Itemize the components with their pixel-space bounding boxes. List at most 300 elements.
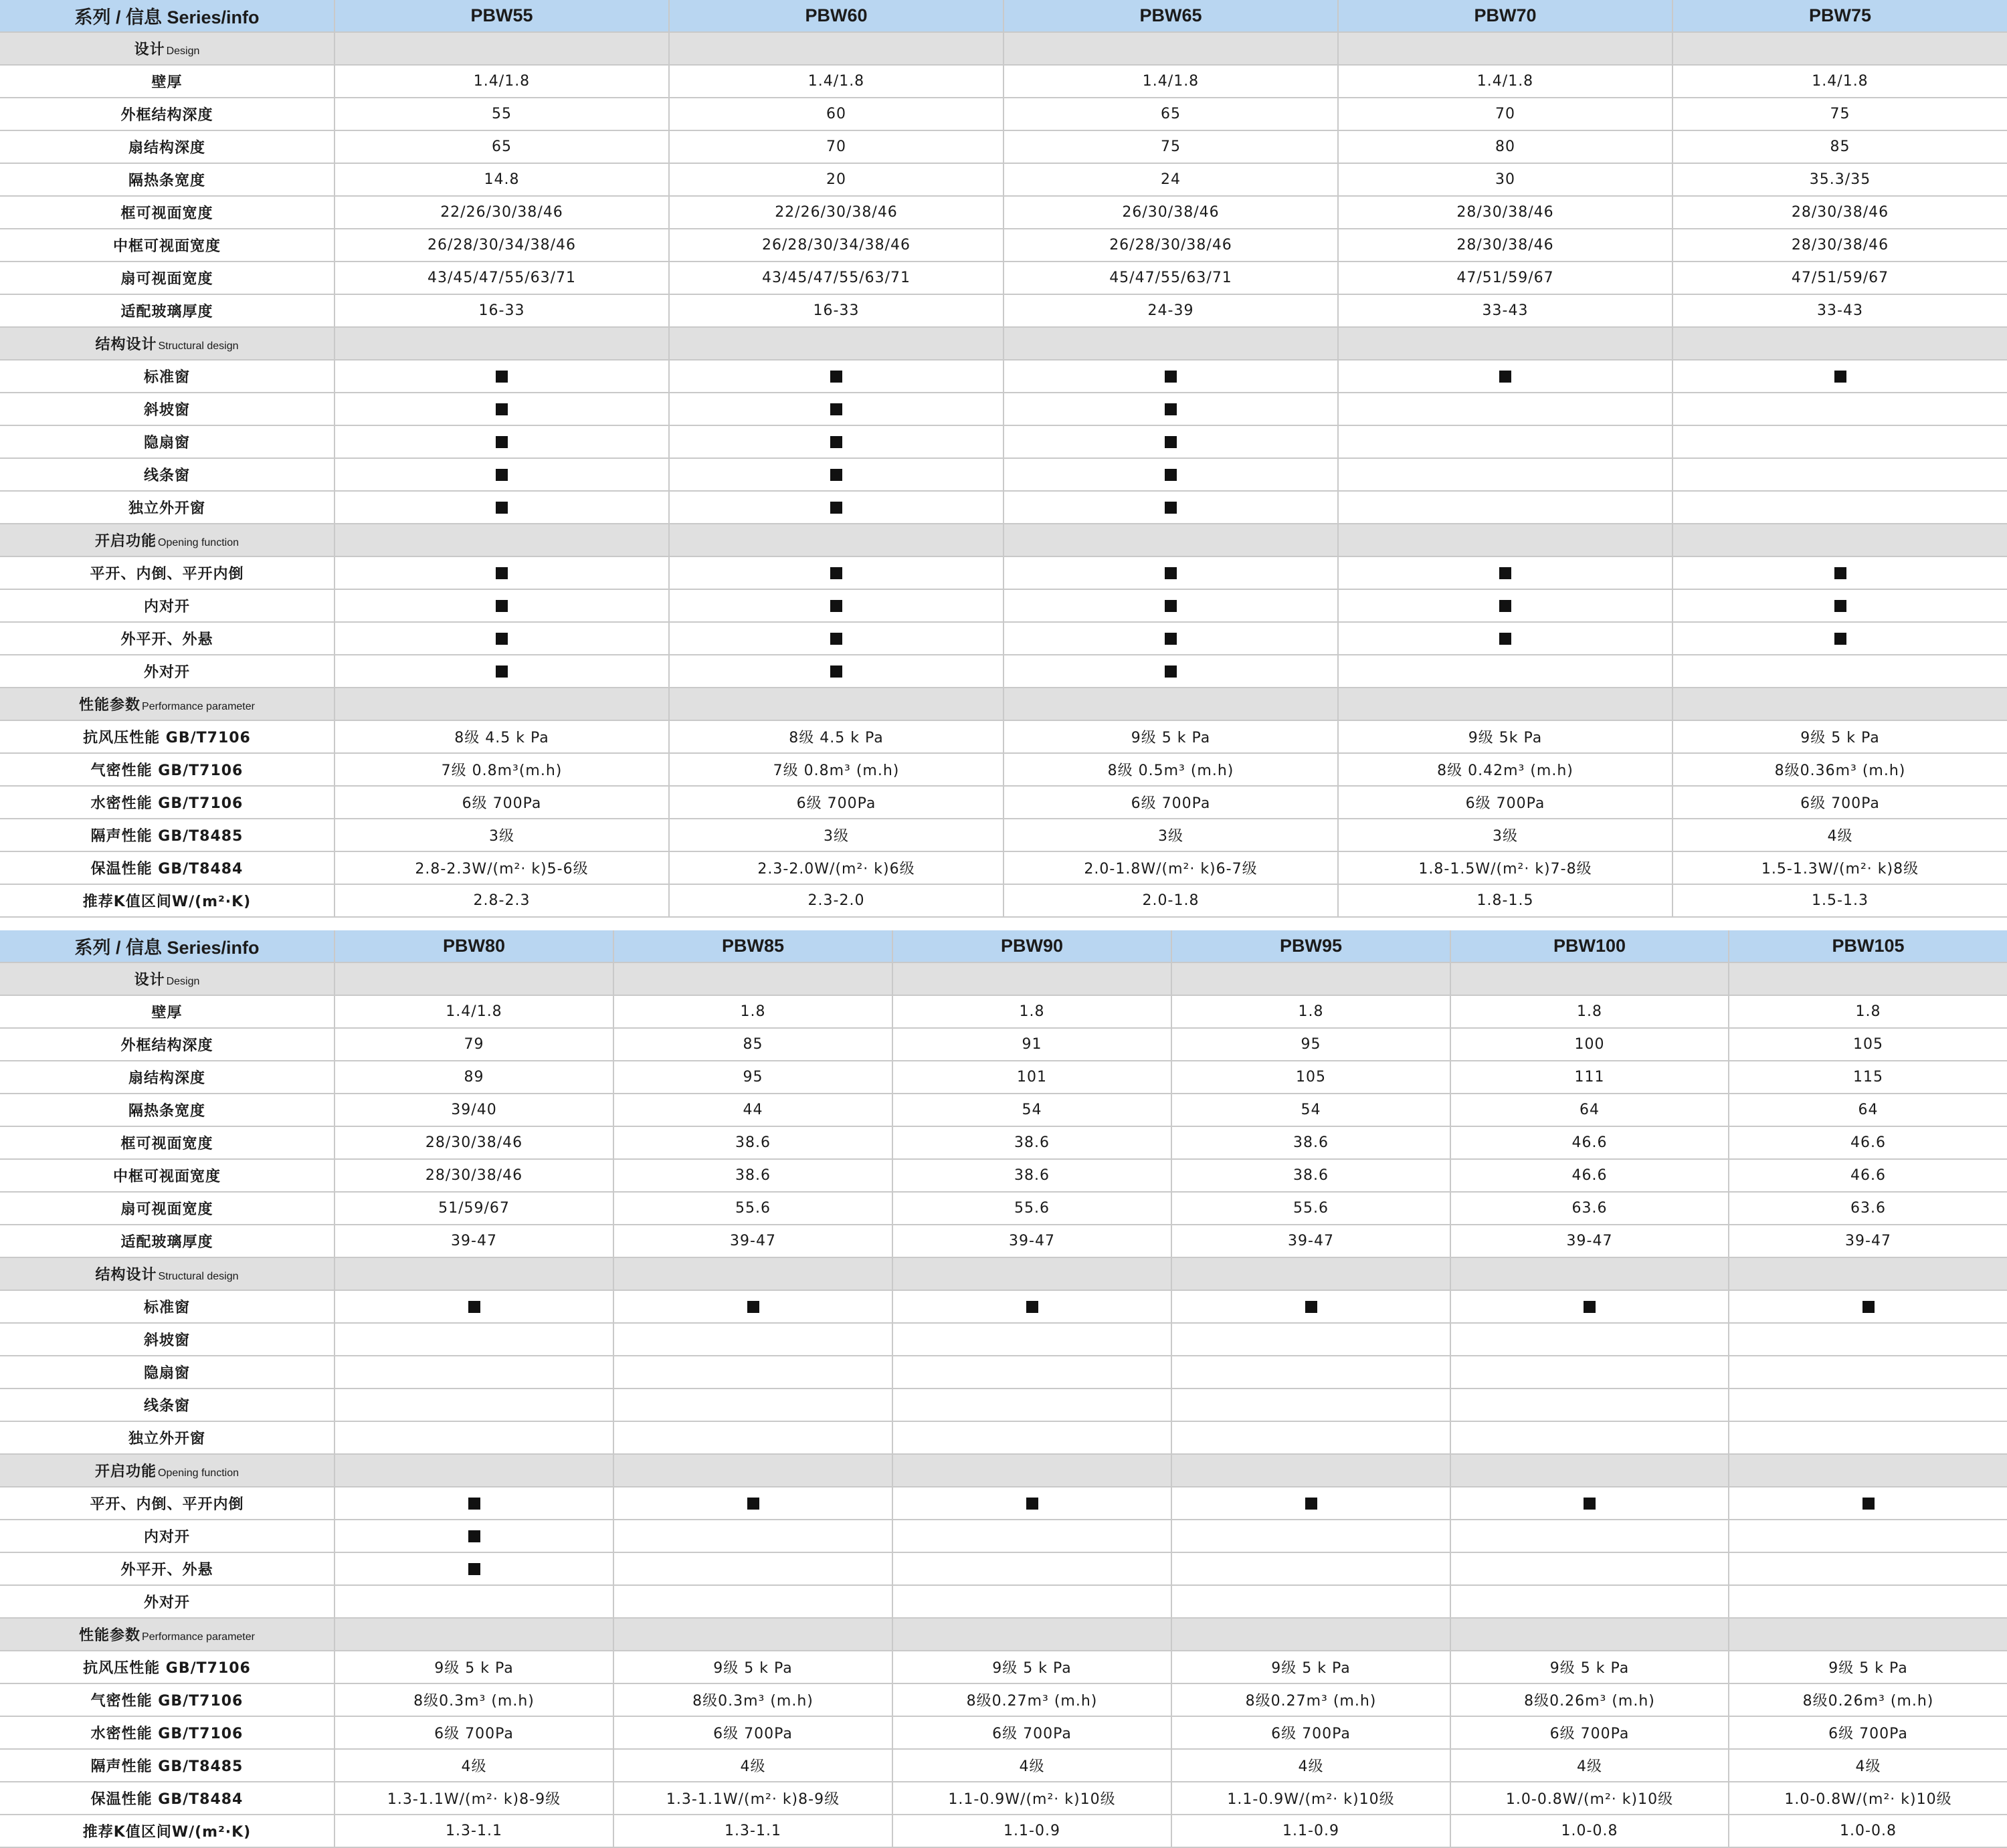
value-text: 6级 700Pa xyxy=(1828,1726,1908,1742)
value-cell xyxy=(669,851,1004,884)
value-cell xyxy=(334,1749,613,1782)
value-cell xyxy=(1338,786,1672,819)
filled-square-icon xyxy=(1165,502,1177,514)
section-row xyxy=(0,524,2007,556)
value-cell xyxy=(1338,65,1672,98)
feature-cell xyxy=(1729,1290,2007,1323)
value-cell xyxy=(1672,294,2007,327)
filled-square-icon xyxy=(1165,567,1177,579)
value-cell xyxy=(334,1782,613,1815)
value-cell xyxy=(892,1225,1171,1257)
table-row xyxy=(0,458,2007,491)
value-cell xyxy=(1004,720,1338,753)
value-text: 54 xyxy=(1022,1102,1042,1118)
value-cell xyxy=(1672,98,2007,130)
feature-cell xyxy=(1338,589,1672,622)
table-row xyxy=(0,1192,2007,1225)
value-text: 6级 700Pa xyxy=(1465,795,1545,812)
feature-cell xyxy=(1171,1487,1450,1520)
feature-cell xyxy=(1672,589,2007,622)
value-text: 2.8-2.3 xyxy=(473,892,531,909)
value-text: 1.1-0.9W/(m²· k)10级 xyxy=(948,1791,1116,1808)
value-text: 6级 700Pa xyxy=(796,795,876,812)
value-text: 1.4/1.8 xyxy=(1812,73,1869,90)
section-cell xyxy=(1338,32,1672,65)
value-text: 7级 0.8m³ (m.h) xyxy=(773,762,900,779)
value-text: 9级 5 k Pa xyxy=(434,1660,514,1677)
feature-cell xyxy=(334,1356,613,1389)
feature-cell xyxy=(1450,1487,1729,1520)
feature-cell xyxy=(1338,556,1672,589)
value-text: 46.6 xyxy=(1571,1167,1608,1184)
section-cell xyxy=(1004,688,1338,720)
value-cell xyxy=(1004,98,1338,130)
model-header-pbw55: PBW55 xyxy=(334,0,669,32)
feature-cell xyxy=(1338,360,1672,393)
row-label: 独立外开窗 xyxy=(0,491,334,524)
value-cell xyxy=(1338,294,1672,327)
feature-cell xyxy=(1672,393,2007,425)
feature-cell xyxy=(1004,458,1338,491)
value-text: 65 xyxy=(1161,106,1181,122)
value-cell xyxy=(1672,229,2007,262)
value-text: 6级 700Pa xyxy=(992,1726,1072,1742)
feature-cell xyxy=(1338,458,1672,491)
value-cell xyxy=(1004,262,1338,294)
row-label: 水密性能 GB/T7106 xyxy=(0,1716,334,1749)
feature-cell xyxy=(892,1290,1171,1323)
filled-square-icon xyxy=(496,502,508,514)
model-header-pbw90: PBW90 xyxy=(892,930,1171,962)
filled-square-icon xyxy=(1305,1301,1317,1313)
value-text: 8级0.26m³ (m.h) xyxy=(1524,1693,1655,1710)
value-cell xyxy=(669,753,1004,786)
table-row xyxy=(0,1356,2007,1389)
filled-square-icon xyxy=(468,1563,480,1575)
value-cell xyxy=(1450,1061,1729,1094)
feature-cell xyxy=(334,1421,613,1454)
value-cell xyxy=(1171,1061,1450,1094)
value-cell xyxy=(669,130,1004,163)
model-header-pbw100: PBW100 xyxy=(1450,930,1729,962)
value-text: 1.0-0.8 xyxy=(1561,1823,1618,1839)
value-cell xyxy=(1171,1225,1450,1257)
row-label: 外框结构深度 xyxy=(0,1028,334,1061)
feature-cell xyxy=(669,556,1004,589)
value-text: 8级 0.5m³ (m.h) xyxy=(1107,762,1234,779)
value-text: 1.4/1.8 xyxy=(446,1003,502,1020)
feature-cell xyxy=(1729,1552,2007,1585)
spec-table-1-body xyxy=(0,0,2007,917)
value-text: 3级 xyxy=(489,828,514,845)
table-row xyxy=(0,995,2007,1028)
table-row xyxy=(0,1749,2007,1782)
row-label: 线条窗 xyxy=(0,458,334,491)
value-text: 1.0-0.8W/(m²· k)10级 xyxy=(1784,1791,1952,1808)
feature-cell xyxy=(1450,1552,1729,1585)
section-row xyxy=(0,962,2007,995)
value-text: 75 xyxy=(1161,138,1181,155)
section-cell xyxy=(1729,962,2007,995)
row-label: 抗风压性能 GB/T7106 xyxy=(0,1651,334,1683)
row-label: 壁厚 xyxy=(0,65,334,98)
value-cell xyxy=(1171,995,1450,1028)
value-cell xyxy=(334,995,613,1028)
feature-cell xyxy=(669,491,1004,524)
feature-cell xyxy=(669,360,1004,393)
value-cell xyxy=(1338,98,1672,130)
row-label: 壁厚 xyxy=(0,995,334,1028)
value-cell xyxy=(1338,196,1672,229)
value-cell xyxy=(892,1651,1171,1683)
table-row xyxy=(0,229,2007,262)
feature-cell xyxy=(892,1520,1171,1552)
table-row xyxy=(0,65,2007,98)
value-cell xyxy=(669,65,1004,98)
feature-cell xyxy=(1729,1421,2007,1454)
section-cell xyxy=(1004,524,1338,556)
value-cell xyxy=(334,851,669,884)
section-label-en: Design xyxy=(166,45,200,57)
section-cell xyxy=(1004,32,1338,65)
value-cell xyxy=(1729,1749,2007,1782)
value-cell xyxy=(892,1126,1171,1159)
value-text: 75 xyxy=(1830,106,1850,122)
filled-square-icon xyxy=(1165,633,1177,645)
value-cell xyxy=(669,720,1004,753)
section-cell xyxy=(613,962,892,995)
feature-cell xyxy=(1450,1421,1729,1454)
feature-cell xyxy=(1004,393,1338,425)
table-row xyxy=(0,819,2007,851)
value-text: 1.4/1.8 xyxy=(473,73,531,90)
value-cell xyxy=(669,98,1004,130)
filled-square-icon xyxy=(1834,600,1846,612)
value-cell xyxy=(1171,1782,1450,1815)
value-cell xyxy=(1171,1028,1450,1061)
section-cell xyxy=(1450,1618,1729,1651)
value-cell xyxy=(613,1094,892,1126)
row-label: 气密性能 GB/T7106 xyxy=(0,1683,334,1716)
filled-square-icon xyxy=(468,1301,480,1313)
value-cell xyxy=(669,786,1004,819)
value-text: 14.8 xyxy=(484,171,520,188)
section-label-en: Structural design xyxy=(158,340,239,352)
row-label: 外平开、外悬 xyxy=(0,622,334,655)
value-cell xyxy=(334,1225,613,1257)
value-cell xyxy=(1171,1716,1450,1749)
value-text: 43/45/47/55/63/71 xyxy=(427,270,577,286)
value-cell xyxy=(334,1094,613,1126)
row-label: 保温性能 GB/T8484 xyxy=(0,1782,334,1815)
value-cell xyxy=(892,995,1171,1028)
value-cell xyxy=(1672,786,2007,819)
value-cell xyxy=(669,819,1004,851)
value-text: 4级 xyxy=(1827,828,1853,845)
feature-cell xyxy=(334,491,669,524)
value-text: 39-47 xyxy=(451,1233,497,1249)
row-label: 保温性能 GB/T8484 xyxy=(0,851,334,884)
value-cell xyxy=(334,65,669,98)
row-label: 隔声性能 GB/T8485 xyxy=(0,1749,334,1782)
value-cell xyxy=(1450,1126,1729,1159)
value-cell xyxy=(1450,1716,1729,1749)
value-cell xyxy=(613,1225,892,1257)
model-header-pbw105: PBW105 xyxy=(1729,930,2007,962)
value-text: 95 xyxy=(1301,1036,1321,1053)
value-text: 4级 xyxy=(740,1758,766,1775)
value-cell xyxy=(334,1716,613,1749)
table-row xyxy=(0,753,2007,786)
value-text: 24 xyxy=(1161,171,1181,188)
value-text: 22/26/30/38/46 xyxy=(775,204,898,221)
filled-square-icon xyxy=(1165,665,1177,678)
feature-cell xyxy=(892,1323,1171,1356)
feature-cell xyxy=(892,1585,1171,1618)
model-header-pbw65: PBW65 xyxy=(1004,0,1338,32)
value-cell xyxy=(669,196,1004,229)
value-cell xyxy=(1171,1094,1450,1126)
table-row xyxy=(0,1094,2007,1126)
feature-cell xyxy=(613,1520,892,1552)
filled-square-icon xyxy=(1499,633,1511,645)
table-row xyxy=(0,1225,2007,1257)
value-text: 1.3-1.1W/(m²· k)8-9级 xyxy=(666,1791,840,1808)
value-text: 33-43 xyxy=(1817,302,1863,319)
value-cell xyxy=(1729,1651,2007,1683)
value-text: 9级 5 k Pa xyxy=(1271,1660,1351,1677)
feature-cell xyxy=(892,1487,1171,1520)
value-cell xyxy=(1171,1683,1450,1716)
value-text: 20 xyxy=(826,171,846,188)
value-text: 46.6 xyxy=(1850,1167,1886,1184)
table-row xyxy=(0,163,2007,196)
section-cell xyxy=(334,962,613,995)
value-text: 1.8 xyxy=(740,1003,766,1020)
feature-cell xyxy=(669,589,1004,622)
value-text: 4级 xyxy=(1019,1758,1045,1775)
value-text: 1.4/1.8 xyxy=(1142,73,1200,90)
feature-cell xyxy=(613,1323,892,1356)
value-cell xyxy=(669,884,1004,917)
table-row xyxy=(0,1651,2007,1683)
filled-square-icon xyxy=(830,469,842,481)
feature-cell xyxy=(613,1487,892,1520)
filled-square-icon xyxy=(496,403,508,415)
filled-square-icon xyxy=(496,436,508,448)
section-row xyxy=(0,327,2007,360)
section-cell xyxy=(1729,1454,2007,1487)
feature-cell xyxy=(1338,393,1672,425)
section-label-cn: 设计 xyxy=(134,41,165,58)
value-text: 26/28/30/34/38/46 xyxy=(427,237,577,253)
section-cell xyxy=(1729,1618,2007,1651)
value-cell xyxy=(334,1815,613,1847)
table-row xyxy=(0,720,2007,753)
section-label xyxy=(0,32,334,65)
row-label: 气密性能 GB/T7106 xyxy=(0,753,334,786)
feature-cell xyxy=(334,1290,613,1323)
section-cell xyxy=(1338,524,1672,556)
value-cell xyxy=(334,884,669,917)
value-cell xyxy=(613,1683,892,1716)
value-text: 1.1-0.9W/(m²· k)10级 xyxy=(1227,1791,1395,1808)
value-cell xyxy=(613,1749,892,1782)
feature-cell xyxy=(1672,491,2007,524)
filled-square-icon xyxy=(1026,1498,1038,1510)
table-row xyxy=(0,491,2007,524)
value-cell xyxy=(1450,1683,1729,1716)
section-cell xyxy=(1171,1257,1450,1290)
model-header-pbw75: PBW75 xyxy=(1672,0,2007,32)
value-text: 16-33 xyxy=(478,302,525,319)
value-cell xyxy=(892,1749,1171,1782)
section-label-en: Performance parameter xyxy=(142,701,255,712)
section-label-cn: 结构设计 xyxy=(95,336,157,353)
feature-cell xyxy=(1729,1520,2007,1552)
value-text: 60 xyxy=(826,106,846,122)
value-text: 115 xyxy=(1853,1069,1883,1086)
value-cell xyxy=(1672,163,2007,196)
row-label: 适配玻璃厚度 xyxy=(0,294,334,327)
value-text: 63.6 xyxy=(1571,1200,1608,1217)
value-cell xyxy=(1004,229,1338,262)
filled-square-icon xyxy=(1499,371,1511,383)
feature-cell xyxy=(669,655,1004,688)
filled-square-icon xyxy=(496,600,508,612)
feature-cell xyxy=(1004,589,1338,622)
value-cell xyxy=(334,1192,613,1225)
feature-cell xyxy=(334,1585,613,1618)
value-cell xyxy=(613,1126,892,1159)
feature-cell xyxy=(334,556,669,589)
feature-cell xyxy=(334,393,669,425)
value-cell xyxy=(1729,1716,2007,1749)
value-text: 6级 700Pa xyxy=(1800,795,1880,812)
value-text: 45/47/55/63/71 xyxy=(1109,270,1232,286)
value-text: 4级 xyxy=(1855,1758,1881,1775)
section-cell xyxy=(334,1257,613,1290)
value-cell xyxy=(334,262,669,294)
filled-square-icon xyxy=(1862,1498,1875,1510)
table-row xyxy=(0,262,2007,294)
value-cell xyxy=(1729,1782,2007,1815)
feature-cell xyxy=(1171,1323,1450,1356)
value-text: 26/30/38/46 xyxy=(1122,204,1220,221)
value-text: 105 xyxy=(1296,1069,1326,1086)
value-text: 1.3-1.1 xyxy=(446,1823,502,1839)
value-cell xyxy=(1672,720,2007,753)
section-cell xyxy=(613,1454,892,1487)
value-text: 38.6 xyxy=(1293,1134,1329,1151)
value-text: 55 xyxy=(492,106,512,122)
filled-square-icon xyxy=(1165,371,1177,383)
value-text: 1.8-1.5W/(m²· k)7-8级 xyxy=(1418,861,1592,878)
table-row xyxy=(0,98,2007,130)
value-text: 24-39 xyxy=(1147,302,1194,319)
value-cell xyxy=(1171,1651,1450,1683)
section-label-cn: 结构设计 xyxy=(95,1267,157,1284)
filled-square-icon xyxy=(496,469,508,481)
value-text: 1.3-1.1 xyxy=(725,1823,781,1839)
value-text: 85 xyxy=(743,1036,763,1053)
section-cell xyxy=(669,327,1004,360)
value-text: 1.1-0.9 xyxy=(1004,1823,1060,1839)
section-label xyxy=(0,1454,334,1487)
value-cell xyxy=(1450,1225,1729,1257)
feature-cell xyxy=(892,1356,1171,1389)
row-label: 隐扇窗 xyxy=(0,1356,334,1389)
value-cell xyxy=(334,1028,613,1061)
section-label-cn: 开启功能 xyxy=(95,533,157,550)
feature-cell xyxy=(334,1520,613,1552)
value-cell xyxy=(334,130,669,163)
feature-cell xyxy=(1450,1323,1729,1356)
filled-square-icon xyxy=(830,567,842,579)
table-row xyxy=(0,1421,2007,1454)
feature-cell xyxy=(613,1389,892,1421)
filled-square-icon xyxy=(830,403,842,415)
section-cell xyxy=(1672,688,2007,720)
feature-cell xyxy=(613,1356,892,1389)
value-text: 80 xyxy=(1495,138,1515,155)
value-cell xyxy=(892,1061,1171,1094)
value-text: 70 xyxy=(826,138,846,155)
feature-cell xyxy=(1729,1323,2007,1356)
feature-cell xyxy=(1004,556,1338,589)
feature-cell xyxy=(1338,622,1672,655)
value-text: 79 xyxy=(464,1036,484,1053)
feature-cell xyxy=(334,360,669,393)
value-cell xyxy=(1729,1192,2007,1225)
section-label-cn: 性能参数 xyxy=(79,697,141,714)
filled-square-icon xyxy=(830,502,842,514)
series-header-row xyxy=(0,0,2007,32)
table-row xyxy=(0,196,2007,229)
value-cell xyxy=(669,294,1004,327)
row-label: 外平开、外悬 xyxy=(0,1552,334,1585)
table-row xyxy=(0,1323,2007,1356)
value-cell xyxy=(1729,1028,2007,1061)
value-text: 28/30/38/46 xyxy=(1791,204,1889,221)
value-cell xyxy=(334,1126,613,1159)
value-cell xyxy=(892,1815,1171,1847)
section-cell xyxy=(669,688,1004,720)
feature-cell xyxy=(334,1487,613,1520)
section-label-en: Design xyxy=(166,976,200,987)
model-header-pbw70: PBW70 xyxy=(1338,0,1672,32)
row-label: 线条窗 xyxy=(0,1389,334,1421)
value-text: 4级 xyxy=(1577,1758,1602,1775)
filled-square-icon xyxy=(1165,600,1177,612)
filled-square-icon xyxy=(830,665,842,678)
feature-cell xyxy=(1450,1520,1729,1552)
value-cell xyxy=(1338,884,1672,917)
section-cell xyxy=(1672,327,2007,360)
value-cell xyxy=(1729,1159,2007,1192)
feature-cell xyxy=(334,425,669,458)
row-label: 斜坡窗 xyxy=(0,393,334,425)
section-label-en: Structural design xyxy=(158,1271,239,1282)
value-text: 28/30/38/46 xyxy=(425,1167,523,1184)
value-text: 9级 5 k Pa xyxy=(1549,1660,1630,1677)
section-cell xyxy=(334,524,669,556)
feature-cell xyxy=(1004,622,1338,655)
value-cell xyxy=(1672,130,2007,163)
section-cell xyxy=(1004,327,1338,360)
value-text: 55.6 xyxy=(735,1200,771,1217)
value-text: 6级 700Pa xyxy=(462,795,542,812)
